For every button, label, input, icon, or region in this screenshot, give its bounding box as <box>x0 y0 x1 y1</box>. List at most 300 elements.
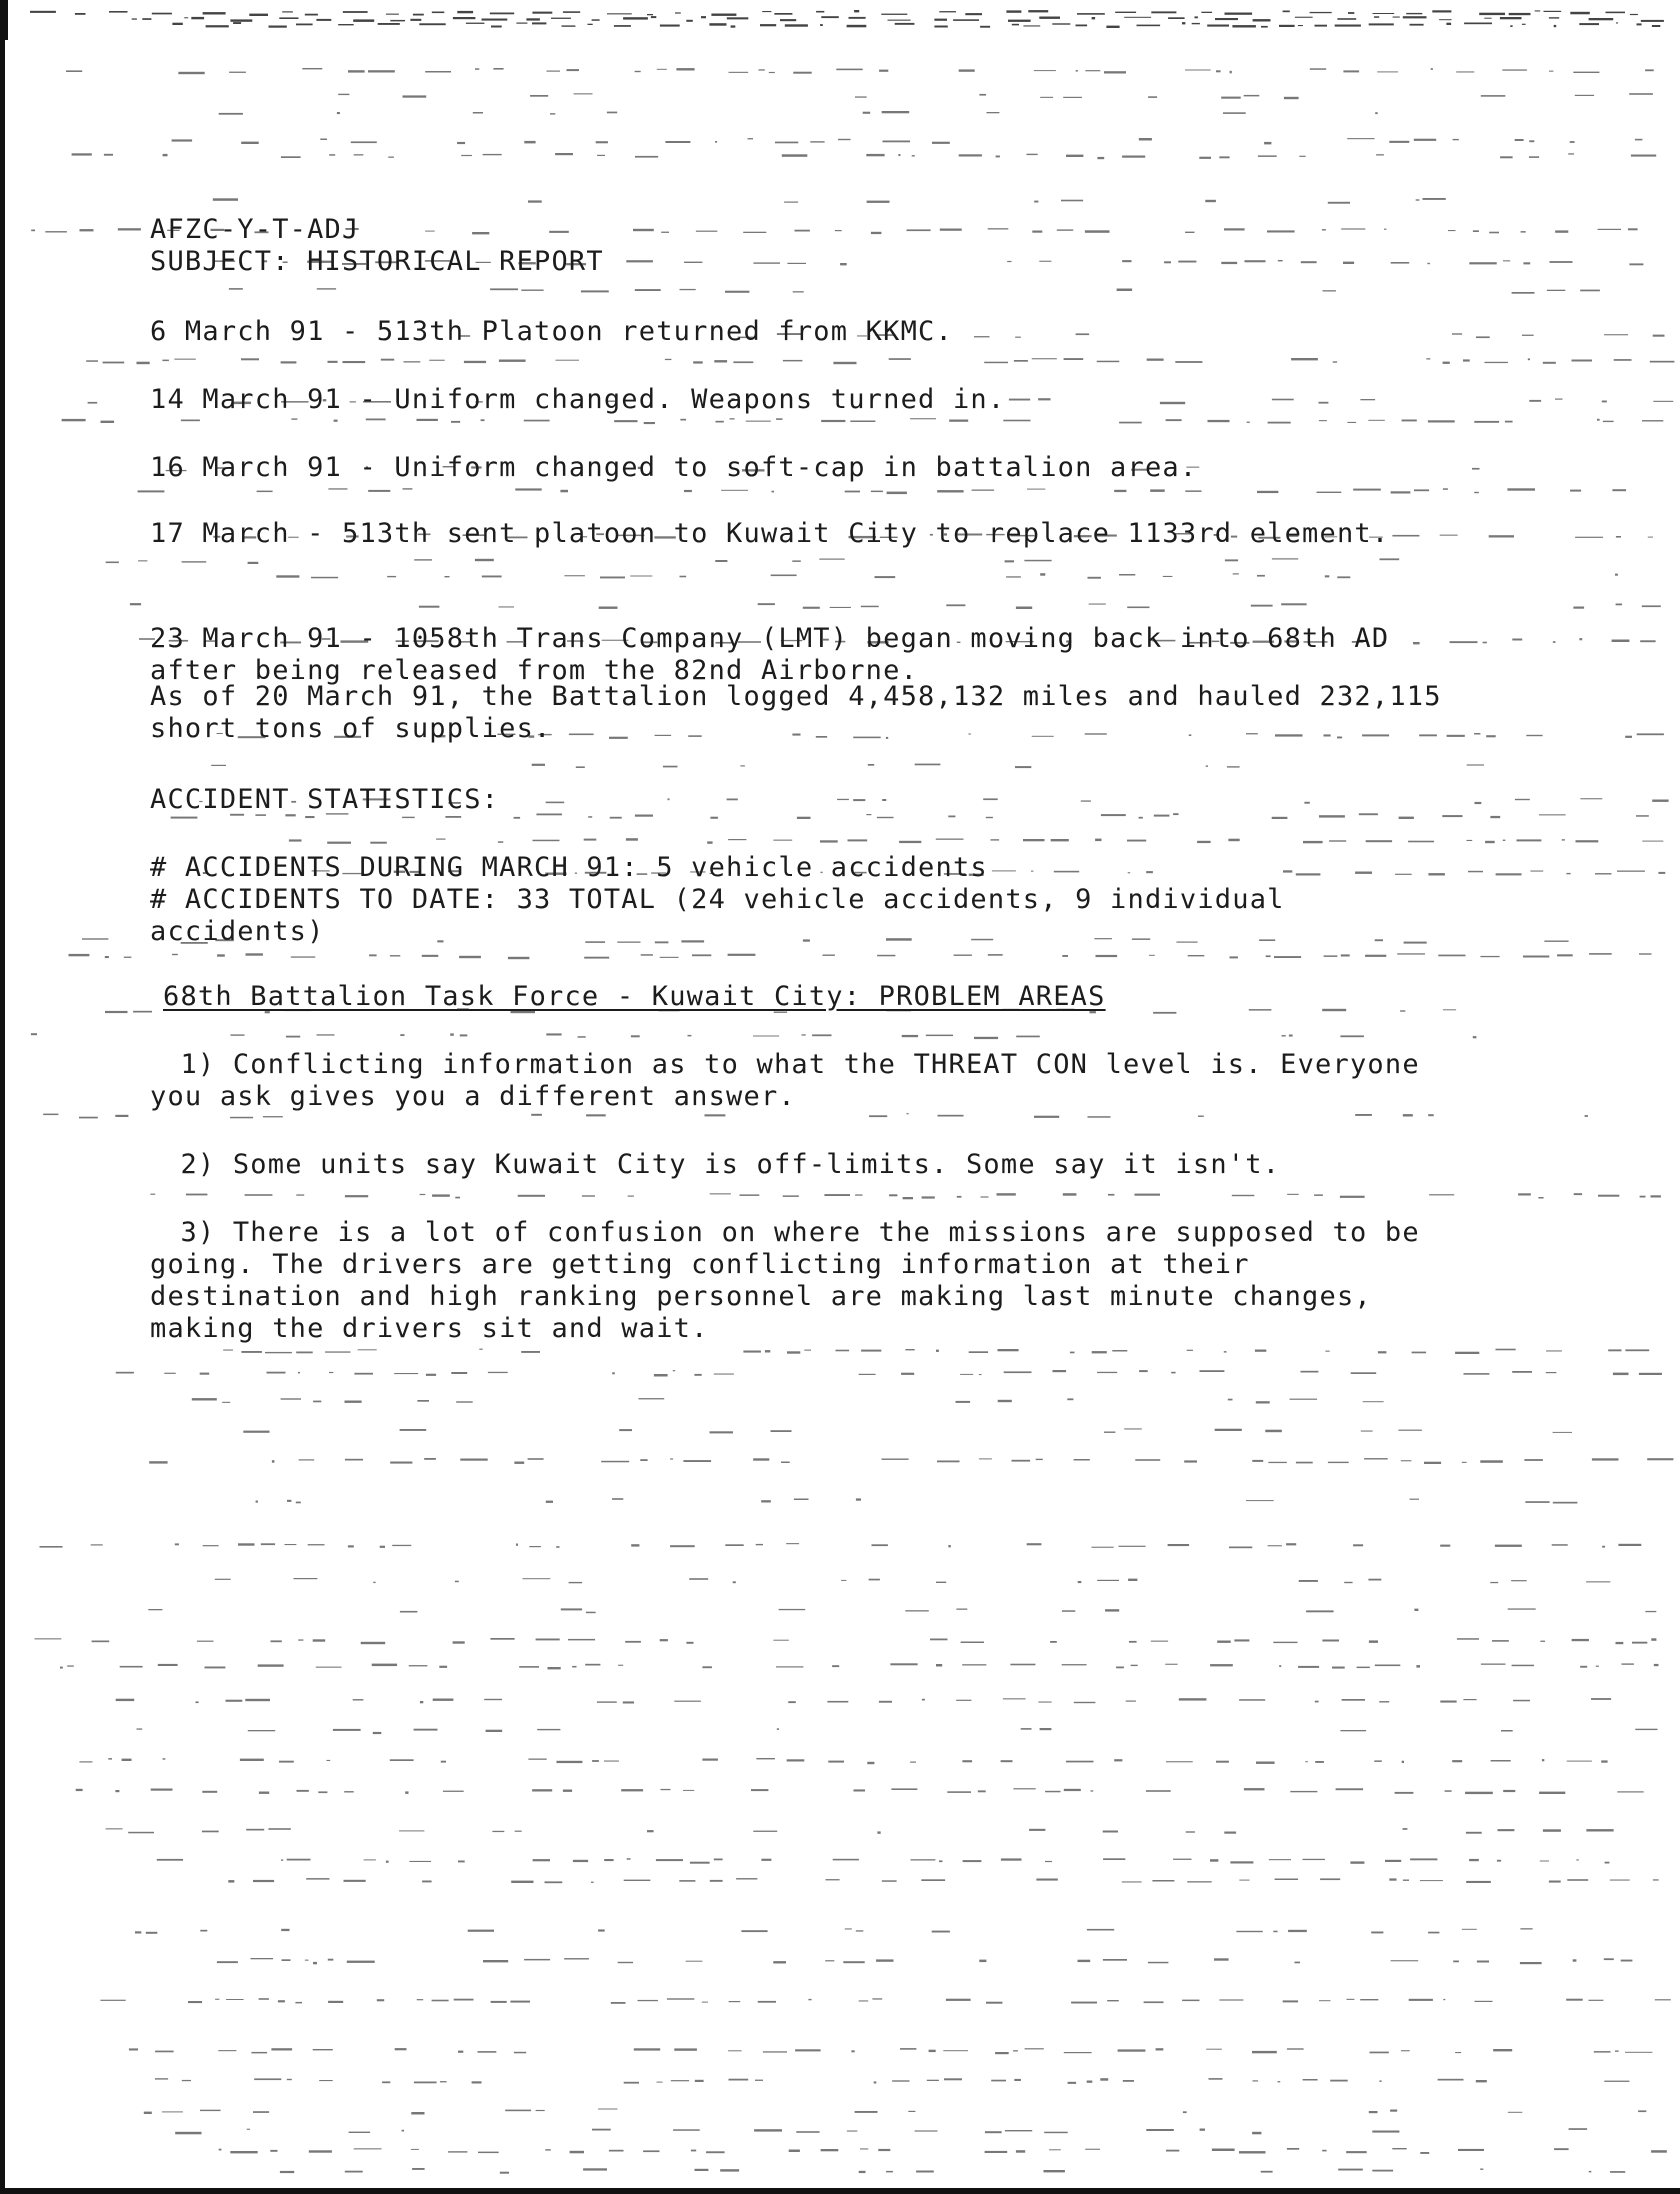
scan-artifact-dash <box>1410 1858 1437 1860</box>
scan-artifact-dash <box>1034 70 1056 71</box>
scan-artifact-dash <box>443 1791 464 1792</box>
scan-artifact-dash <box>272 1460 275 1463</box>
scan-artifact-dash <box>631 1035 640 1037</box>
scan-artifact-dash <box>820 24 823 26</box>
scan-artifact-dash <box>655 735 672 736</box>
scan-artifact-dash <box>888 20 911 21</box>
scan-artifact-dash <box>1261 26 1268 28</box>
scan-artifact-dash <box>1166 419 1182 421</box>
scan-artifact-dash <box>1062 1610 1075 1612</box>
scan-artifact-dash <box>100 2000 125 2001</box>
scan-artifact-dash <box>1568 153 1574 154</box>
scan-artifact-dash <box>832 1665 839 1667</box>
scan-artifact-dash <box>1503 840 1506 841</box>
scan-artifact-dash <box>1440 1701 1456 1703</box>
scan-artifact-dash <box>368 70 395 72</box>
scan-artifact-dash <box>1118 2049 1146 2051</box>
scan-artifact-dash <box>1257 491 1278 493</box>
scan-artifact-dash <box>386 14 399 15</box>
scan-artifact-dash <box>567 69 580 71</box>
scan-artifact-dash <box>887 492 907 495</box>
scan-artifact-dash <box>1337 18 1356 20</box>
scan-artifact-dash <box>1373 13 1395 14</box>
scan-artifact-dash <box>400 1429 427 1431</box>
scan-artifact-dash <box>347 1961 375 1963</box>
scan-artifact-dash <box>387 576 396 577</box>
scan-artifact-dash <box>1389 141 1409 143</box>
scan-artifact-dash <box>556 360 580 361</box>
scan-artifact-dash <box>532 1789 552 1791</box>
scan-artifact-dash <box>1351 1372 1377 1374</box>
scan-artifact-dash <box>1597 419 1600 421</box>
scan-artifact-dash <box>753 1458 769 1460</box>
scan-artifact-dash <box>979 1960 986 1963</box>
scan-artifact-dash <box>333 1729 361 1731</box>
scan-artifact-dash <box>743 232 766 233</box>
scan-artifact-dash <box>573 1860 588 1862</box>
scan-artifact-dash <box>1076 25 1088 27</box>
scan-artifact-dash <box>582 1195 595 1196</box>
scan-artifact-dash <box>1252 2132 1261 2135</box>
scan-artifact-dash <box>760 24 776 26</box>
scan-artifact-dash <box>158 1664 178 1666</box>
scan-artifact-dash <box>1089 604 1106 605</box>
scan-artifact-dash <box>657 69 667 70</box>
scan-artifact-dash <box>866 814 871 815</box>
scan-artifact-dash <box>1369 2111 1378 2113</box>
scan-artifact-dash <box>626 260 653 262</box>
scan-artifact-dash <box>215 1999 219 2000</box>
scan-artifact-dash <box>1139 138 1152 141</box>
scan-artifact-dash <box>243 1431 269 1433</box>
scan-artifact-dash <box>302 68 322 69</box>
scan-artifact-dash <box>354 2148 382 2149</box>
scan-artifact-dash <box>256 1501 258 1503</box>
scan-artifact-dash <box>710 1193 731 1194</box>
scan-artifact-dash <box>116 1372 134 1374</box>
scan-artifact-dash <box>364 1859 376 1860</box>
scan-artifact-dash <box>1567 1879 1588 1881</box>
scan-artifact-dash <box>996 156 1000 158</box>
scan-artifact-dash <box>182 561 207 562</box>
scan-artifact-dash <box>1282 1035 1286 1036</box>
scan-artifact-dash <box>1443 362 1450 364</box>
scan-artifact-dash <box>1618 1544 1641 1546</box>
scan-artifact-dash <box>877 1831 880 1833</box>
scan-artifact-dash <box>1416 199 1420 200</box>
scan-artifact-dash <box>1024 560 1051 562</box>
scan-artifact-dash <box>440 2081 447 2082</box>
scan-artifact-dash <box>344 1791 354 1792</box>
scan-artifact-dash <box>1066 155 1083 157</box>
scan-artifact-dash <box>875 576 896 578</box>
scan-artifact-dash <box>1049 2149 1061 2150</box>
scan-artifact-dash <box>943 2050 968 2051</box>
scan-artifact-dash <box>451 421 460 423</box>
scan-artifact-dash <box>104 154 113 156</box>
scan-artifact-dash <box>626 838 638 841</box>
scan-artifact-dash <box>1230 956 1238 958</box>
scan-artifact-dash <box>668 798 670 800</box>
scan-artifact-dash <box>1472 468 1480 470</box>
scan-artifact-dash <box>876 1959 893 1961</box>
scan-artifact-dash <box>1378 1351 1387 1353</box>
scan-artifact-dash <box>511 1881 533 1883</box>
scan-artifact-dash <box>420 1701 423 1703</box>
scan-artifact-dash <box>727 17 749 19</box>
scan-artifact-dash <box>819 559 844 560</box>
scan-artifact-dash <box>1616 22 1618 23</box>
scan-artifact-dash <box>869 1115 887 1117</box>
scan-artifact-dash <box>536 1639 560 1641</box>
scan-artifact-dash <box>578 1036 586 1038</box>
scan-artifact-dash <box>1319 815 1345 817</box>
scan-artifact-dash <box>623 17 648 19</box>
scan-artifact-dash <box>1552 1544 1568 1546</box>
scan-artifact-dash <box>508 957 530 959</box>
scan-artifact-dash <box>1492 1640 1509 1642</box>
scan-artifact-dash <box>1330 2080 1348 2082</box>
scan-artifact-dash <box>62 419 86 421</box>
scan-artifact-dash <box>705 1114 726 1116</box>
scan-artifact-dash <box>1635 139 1643 141</box>
scan-artifact-dash <box>1520 1928 1532 1929</box>
scan-artifact-dash <box>1543 1829 1561 1832</box>
scan-artifact-dash <box>771 1430 792 1432</box>
scan-artifact-dash <box>1604 1958 1614 1960</box>
scan-artifact-dash <box>1485 362 1508 363</box>
scan-artifact-dash <box>317 288 336 289</box>
scan-artifact-dash <box>500 2172 509 2174</box>
scan-artifact-dash <box>211 765 226 766</box>
scan-artifact-dash <box>1379 2080 1381 2082</box>
scan-artifact-dash <box>1622 1663 1634 1664</box>
scan-artifact-dash <box>936 839 964 840</box>
scan-artifact-dash <box>825 1960 834 1961</box>
scan-artifact-dash <box>1074 1459 1090 1461</box>
scan-artifact-dash <box>419 606 440 608</box>
scan-artifact-dash <box>328 2001 343 2003</box>
scan-artifact-dash <box>399 1830 424 1831</box>
scan-artifact-dash <box>1097 157 1104 159</box>
scan-artifact-dash <box>175 1543 179 1545</box>
scan-artifact-dash <box>1507 488 1535 490</box>
scan-artifact-dash <box>455 1197 460 1199</box>
scan-artifact-dash <box>1546 1350 1562 1351</box>
scan-artifact-dash <box>218 2050 236 2051</box>
scan-artifact-dash <box>765 1350 770 1352</box>
scan-artifact-dash <box>1515 799 1530 800</box>
scan-artifact-dash <box>410 19 421 21</box>
scan-artifact-dash <box>1462 1462 1467 1463</box>
scan-artifact-dash <box>1257 575 1265 577</box>
scan-artifact-dash <box>313 1401 321 1403</box>
scan-artifact-dash <box>313 1639 326 1641</box>
scan-artifact-dash <box>795 230 810 232</box>
scan-artifact-dash <box>1346 2151 1367 2153</box>
scan-artifact-dash <box>514 817 521 819</box>
scan-artifact-dash <box>1039 17 1060 19</box>
scan-artifact-dash <box>1376 154 1384 155</box>
scan-artifact-dash <box>105 956 109 958</box>
scan-artifact-dash <box>886 938 912 941</box>
scan-artifact-dash <box>903 1197 913 1199</box>
scan-artifact-dash <box>1124 1428 1142 1429</box>
scan-artifact-dash <box>1573 607 1584 609</box>
scan-artifact-dash <box>563 11 580 13</box>
scan-artifact-dash <box>1185 490 1201 492</box>
scan-artifact-dash <box>1465 1792 1493 1794</box>
scan-artifact-dash <box>1432 10 1451 12</box>
problem-3-line4: making the drivers sit and wait. <box>150 1313 709 1344</box>
scan-artifact-dash <box>882 111 910 113</box>
scan-artifact-dash <box>1224 228 1245 230</box>
scan-artifact-dash <box>129 2048 138 2050</box>
scan-artifact-dash <box>644 422 655 424</box>
scan-artifact-dash <box>1625 736 1632 738</box>
accidents-to-date-line2: accidents) <box>150 916 325 947</box>
scan-artifact-dash <box>853 737 881 739</box>
scan-artifact-dash <box>226 1700 243 1702</box>
scan-artifact-dash <box>1135 1194 1161 1196</box>
scan-artifact-dash <box>1077 13 1105 15</box>
scan-artifact-dash <box>910 1762 916 1763</box>
scan-artifact-dash <box>1512 639 1522 641</box>
scan-artifact-dash <box>249 14 268 16</box>
scan-artifact-dash <box>1105 1609 1119 1611</box>
scan-artifact-dash <box>598 2109 617 2110</box>
scan-artifact-dash <box>66 70 82 72</box>
scan-artifact-dash <box>859 1374 876 1375</box>
scan-artifact-dash <box>1579 638 1582 640</box>
scan-artifact-dash <box>753 1831 777 1832</box>
scan-artifact-dash <box>1473 230 1479 232</box>
scan-artifact-dash <box>217 1961 238 1963</box>
scan-artifact-dash <box>709 23 726 26</box>
scan-artifact-dash <box>305 14 318 16</box>
scan-artifact-dash <box>797 817 811 819</box>
scan-artifact-dash <box>433 1699 454 1701</box>
scan-artifact-dash <box>1576 1859 1579 1860</box>
scan-artifact-dash <box>921 1879 945 1881</box>
scan-artifact-dash <box>793 291 804 292</box>
scan-artifact-dash <box>1416 1665 1420 1668</box>
scan-artifact-dash <box>479 1349 482 1350</box>
scan-artifact-dash <box>1039 261 1051 262</box>
scan-artifact-dash <box>684 490 692 492</box>
scan-artifact-dash <box>1438 2079 1464 2081</box>
scan-artifact-dash <box>1374 16 1379 18</box>
scan-artifact-dash <box>1645 69 1654 71</box>
scan-artifact-dash <box>1369 1640 1378 1643</box>
scan-artifact-dash <box>1337 576 1350 578</box>
scan-artifact-dash <box>329 154 335 156</box>
scan-artifact-dash <box>1612 640 1630 643</box>
scan-artifact-dash <box>390 1759 414 1761</box>
scan-artifact-dash <box>482 19 508 21</box>
scan-artifact-dash <box>890 1663 917 1665</box>
scan-artifact-dash <box>457 142 465 144</box>
scan-artifact-dash <box>1224 1351 1227 1353</box>
scan-artifact-dash <box>1122 1881 1142 1882</box>
scan-artifact-dash <box>1501 1730 1513 1732</box>
scan-artifact-dash <box>1114 490 1126 492</box>
scan-artifact-dash <box>1259 939 1275 941</box>
scan-artifact-dash <box>932 1931 950 1933</box>
scan-artifact-dash <box>978 1790 986 1792</box>
scan-artifact-dash <box>1007 261 1011 262</box>
scan-artifact-dash <box>309 2150 332 2152</box>
scan-artifact-dash <box>60 1667 63 1669</box>
scan-artifact-dash <box>403 488 413 489</box>
scan-artifact-dash <box>836 69 862 71</box>
scan-artifact-dash <box>1063 97 1082 98</box>
scan-artifact-dash <box>855 1194 862 1195</box>
scan-artifact-dash <box>120 1666 143 1668</box>
scan-artifact-dash <box>472 232 489 234</box>
scan-artifact-dash <box>317 1034 335 1035</box>
scan-artifact-dash <box>1163 576 1173 577</box>
entry-16-march: 16 March 91 - Uniform changed to soft-cap in battalion area. <box>150 452 1198 483</box>
scan-artifact-dash <box>1032 231 1042 233</box>
scan-artifact-dash <box>327 842 351 844</box>
scan-artifact-dash <box>948 816 955 818</box>
scan-artifact-dash <box>1104 1432 1115 1433</box>
scan-artifact-dash <box>1423 198 1446 200</box>
scan-artifact-dash <box>514 2052 526 2054</box>
scan-artifact-dash <box>721 490 748 491</box>
scan-artifact-dash <box>1179 1698 1207 1700</box>
scan-artifact-dash <box>1522 335 1534 336</box>
scan-artifact-dash <box>1146 871 1153 873</box>
scan-artifact-dash <box>1221 262 1237 264</box>
scan-artifact-dash <box>1368 1579 1381 1581</box>
scan-artifact-dash <box>891 1788 917 1790</box>
scan-artifact-dash <box>1173 813 1178 815</box>
scan-artifact-dash <box>1549 1881 1561 1883</box>
scan-artifact-dash <box>1063 1193 1077 1196</box>
scan-artifact-dash <box>1642 420 1663 421</box>
scan-artifact-dash <box>1066 1761 1094 1763</box>
scan-artifact-dash <box>1224 1832 1236 1834</box>
scan-artifact-dash <box>1054 871 1079 873</box>
scan-artifact-dash <box>1549 17 1559 18</box>
scan-artifact-dash <box>867 201 890 203</box>
scan-artifact-dash <box>841 1580 846 1581</box>
scan-artifact-dash <box>521 290 543 291</box>
scan-artifact-dash <box>318 1791 327 1793</box>
scan-artifact-dash <box>878 2149 890 2151</box>
scan-artifact-dash <box>454 1999 474 2001</box>
scan-artifact-dash <box>155 2078 168 2079</box>
scan-artifact-dash <box>956 1700 971 1701</box>
scan-artifact-dash <box>528 1458 544 1460</box>
scan-artifact-dash <box>1006 10 1021 12</box>
scan-artifact-dash <box>849 17 866 19</box>
scan-artifact-dash <box>592 19 600 21</box>
scan-artifact-dash <box>843 1961 864 1963</box>
scan-artifact-dash <box>1617 1791 1643 1792</box>
scan-artifact-dash <box>692 954 711 956</box>
scan-artifact-dash <box>1315 1761 1324 1763</box>
scan-artifact-dash <box>1523 262 1530 264</box>
scan-artifact-dash <box>1092 17 1096 19</box>
scan-artifact-dash <box>1390 2110 1397 2112</box>
scan-artifact-dash <box>1638 2110 1646 2112</box>
scan-artifact-dash <box>268 1828 290 1830</box>
scan-artifact-dash <box>1208 420 1230 422</box>
scan-artifact-dash <box>164 1373 175 1374</box>
scan-artifact-dash <box>229 72 246 73</box>
scan-artifact-dash <box>1481 95 1506 97</box>
scan-artifact-dash <box>1117 289 1133 292</box>
scan-artifact-dash <box>1412 1352 1427 1354</box>
scan-artifact-dash <box>1107 2000 1119 2001</box>
scan-artifact-dash <box>755 2080 763 2081</box>
scan-artifact-dash <box>287 1859 311 1861</box>
scan-artifact-dash <box>425 71 451 73</box>
scan-artifact-dash <box>1061 200 1083 202</box>
scan-artifact-dash <box>142 18 151 20</box>
scan-artifact-dash <box>1443 1009 1456 1010</box>
scan-artifact-dash <box>1295 1962 1301 1964</box>
scan-artifact-dash <box>325 1351 350 1352</box>
scan-artifact-dash <box>1476 2080 1487 2082</box>
scan-artifact-dash <box>1360 399 1375 400</box>
scan-artifact-dash <box>1010 1664 1035 1666</box>
scan-artifact-dash <box>498 841 503 843</box>
scan-artifact-dash <box>1286 1543 1296 1545</box>
scan-artifact-dash <box>202 1831 219 1833</box>
scan-artifact-dash <box>1439 19 1452 20</box>
scan-artifact-dash <box>714 1374 734 1375</box>
scan-artifact-dash <box>279 17 298 19</box>
scan-artifact-dash <box>1550 261 1573 263</box>
scan-artifact-dash <box>758 2001 776 2003</box>
scan-artifact-dash <box>1474 421 1499 423</box>
scan-artifact-dash <box>426 1374 436 1376</box>
scan-artifact-dash <box>271 1640 282 1642</box>
scan-artifact-dash <box>394 1373 418 1374</box>
scan-artifact-dash <box>729 2079 749 2081</box>
scan-artifact-dash <box>1570 141 1575 143</box>
scan-artifact-dash <box>186 1194 208 1196</box>
scan-artifact-dash <box>358 1349 377 1350</box>
scan-artifact-dash <box>1452 1760 1462 1762</box>
scan-artifact-dash <box>533 840 560 842</box>
scan-artifact-dash <box>1119 422 1142 424</box>
scan-artifact-dash <box>1197 841 1211 843</box>
scan-artifact-dash <box>1570 12 1590 15</box>
scan-artifact-dash <box>1148 1962 1169 1964</box>
entry-23-march-line1: 23 March 91 - 1058th Trans Company (LMT) began moving back into 68th AD <box>150 623 1390 654</box>
scan-artifact-dash <box>1554 2148 1569 2150</box>
scan-artifact-dash <box>1615 2050 1619 2051</box>
scan-artifact-dash <box>743 1351 761 1353</box>
scan-artifact-dash <box>614 25 631 27</box>
scan-artifact-dash <box>1064 358 1084 360</box>
scan-artifact-dash <box>1214 1958 1229 1960</box>
scan-artifact-dash <box>1076 333 1090 335</box>
scan-artifact-dash <box>991 839 1000 840</box>
scan-artifact-dash <box>348 1545 354 1547</box>
scan-artifact-dash <box>756 1758 775 1759</box>
scan-artifact-dash <box>1654 1664 1659 1666</box>
scan-artifact-dash <box>400 1611 418 1613</box>
scan-artifact-dash <box>680 576 687 578</box>
scan-artifact-dash <box>505 2110 531 2112</box>
scan-artifact-dash <box>1562 839 1565 840</box>
